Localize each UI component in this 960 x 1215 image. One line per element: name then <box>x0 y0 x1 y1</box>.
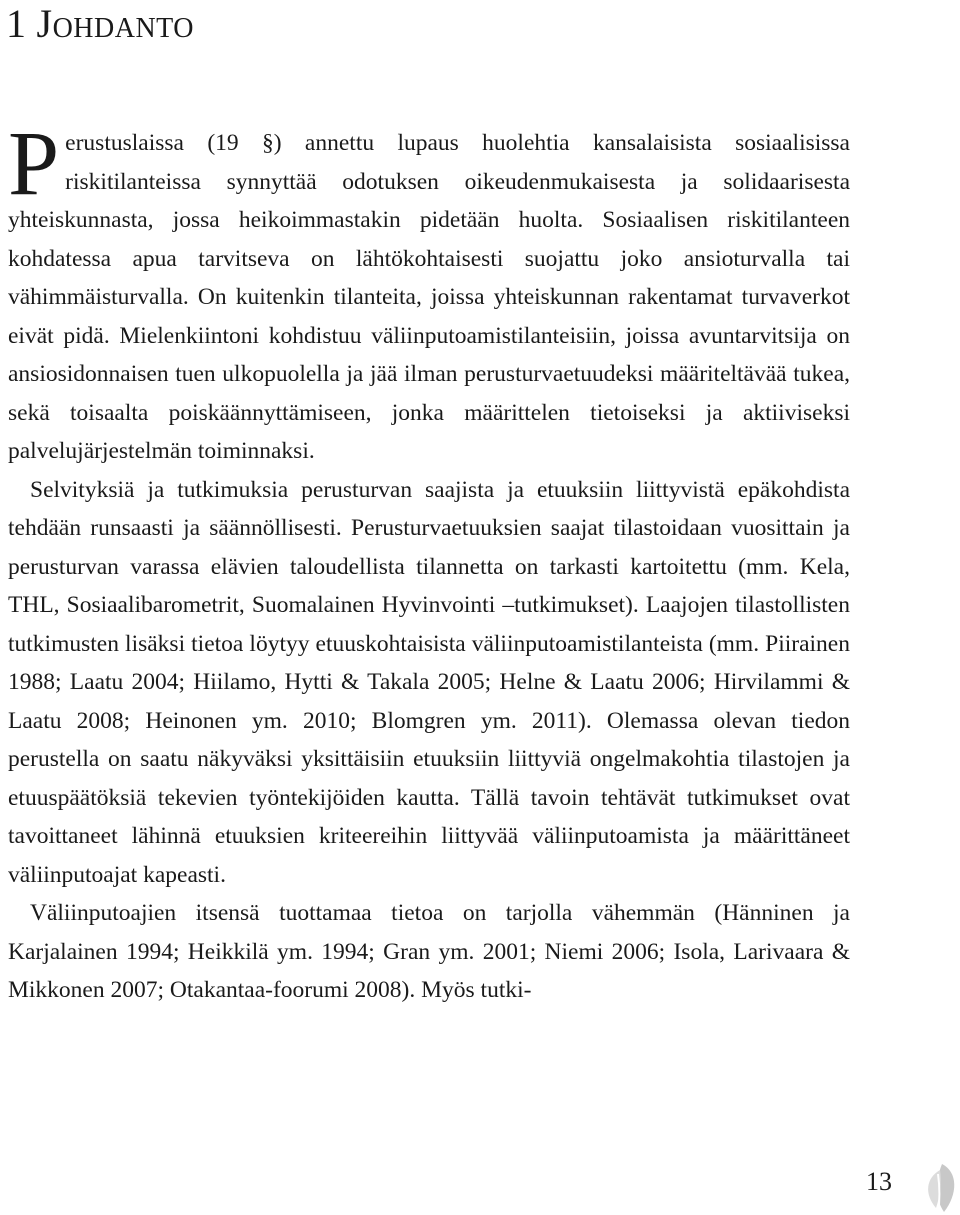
drop-cap: P <box>8 112 60 214</box>
chapter-number: 1 <box>6 1 27 46</box>
leaf-ornament-icon <box>914 1160 960 1215</box>
page-number: 13 <box>866 1167 892 1196</box>
chapter-title-text: Johdanto <box>36 1 194 46</box>
paragraph-2 <box>8 471 850 895</box>
paragraph-3 <box>8 894 850 1010</box>
paragraph-1 <box>8 112 850 471</box>
paragraph-2-text: Selvityksiä ja tutkimuksia perusturvan saajista ja etuuksiin liittyvistä epäkohdista tehdään runsaasti ja säännöllisesti. Perusturvaetuuksien saajat tilastoidaan vuosittain ja perusturvan varassa elävien taloudellista tilannetta on tarkasti kartoitettu (mm. Kela, THL, Sosiaalibarometrit, Suomalainen Hyvinvointi –tutkimukset). Laajojen tilastollisten tutkimusten lisäksi tietoa löytyy etuuskohtaisista väliinputoamistilanteista (mm. Piirainen 1988; Laatu 2004; Hiilamo, Hytti & Takala 2005; Helne & Laatu 2006; Hirvilammi & Laatu 2008; Heinonen ym. 2010; Blomgren ym. 2011). Olemassa olevan tiedon perustella on saatu näkyväksi yksittäisiin etuuksiin liittyviä ongelmakohtia tilastojen ja etuuspäätöksiä tekevien työntekijöiden kautta. Tällä tavoin tehtävät tutkimukset ovat tavoittaneet lähinnä etuuksien kriteereihin liittyvää väliinputoamista ja määrittäneet väliinputoajat kapeasti. <box>8 476 850 888</box>
chapter-title <box>6 2 194 46</box>
paragraph-3-text: Väliinputoajien itsensä tuottamaa tietoa on tarjolla vähemmän (Hänninen ja Karjalainen 1994; Heikkilä ym. 1994; Gran ym. 2001; Niemi 2006; Isola, Larivaara & Mikkonen 2007; Otakantaa-foorumi 2008). Myös tutki- <box>8 900 850 1003</box>
body-text <box>8 112 850 1010</box>
paragraph-1-text: erustuslaissa (19 §) annettu lupaus huolehtia kansalaisista sosiaalisissa riskitilanteissa synnyttää odotuksen oikeudenmukaisesta ja solidaarisesta yhteiskunnasta, jossa heikoimmastakin pidetään huolta. Sosiaalisen riskitilanteen kohdatessa apua tarvitseva on lähtökohtaisesti suojattu joko ansioturvalla tai vähimmäisturvalla. On kuitenkin tilanteita, joissa yhteiskunnan rakentamat turvaverkot eivät pidä. Mielenkiintoni kohdistuu väliinputoamistilanteisiin, joissa avuntarvitsija on ansiosidonnaisen tuen ulkopuolella ja jää ilman perusturvaetuudeksi määriteltävää tukea, sekä toisaalta poiskäännyttämiseen, jonka määrittelen tietoiseksi ja aktiiviseksi palvelujärjestelmän toiminnaksi. <box>8 130 850 464</box>
